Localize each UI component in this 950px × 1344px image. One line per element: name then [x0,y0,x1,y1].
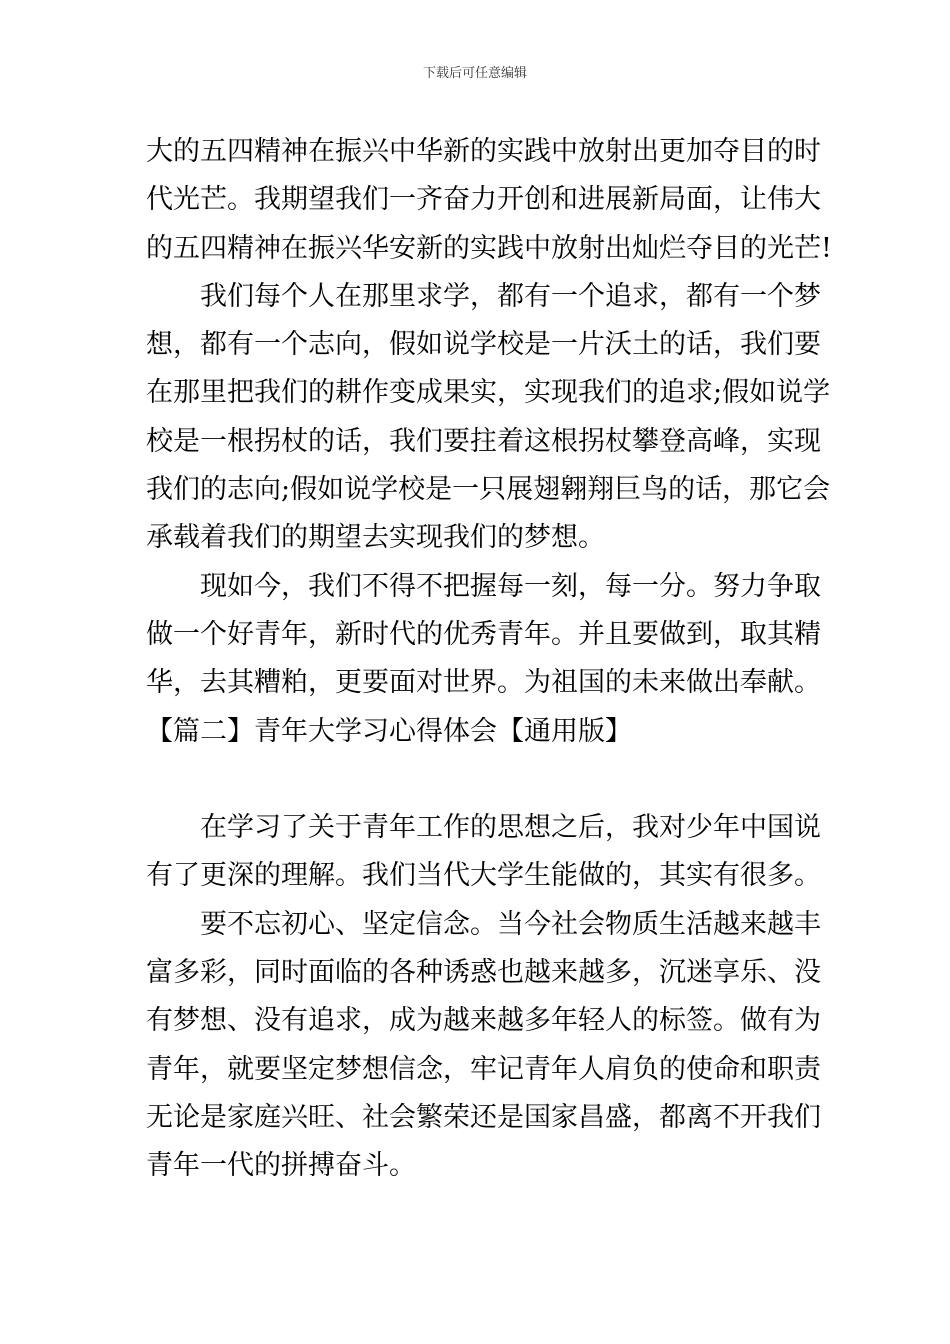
text-line: 富多彩，同时面临的各种诱惑也越来越多，沉迷享乐、没 [146,957,821,989]
document-body [146,128,832,1191]
paragraph [146,128,832,273]
section-heading [146,708,808,756]
text-line: 我们每个人在那里求学，都有一个追求，都有一个梦 [200,280,821,312]
text-line: 华，去其糟粕，更要面对世界。为祖国的未来做出奉献。 [146,667,821,699]
paragraph [146,901,821,1191]
text-line: 校是一根拐杖的话，我们要拄着这根拐杖攀登高峰，实现 [146,425,821,457]
text-line: 在那里把我们的耕作变成果实，实现我们的追求;假如说学 [146,377,831,409]
spacer [146,756,808,804]
text-line: 要不忘初心、坚定信念。当今社会物质生活越来越丰 [200,908,821,940]
text-line: 有梦想、没有追求，成为越来越多年轻人的标签。做有为 [146,1005,821,1037]
text-line: 现如今，我们不得不把握每一刻，每一分。努力争取 [200,570,821,602]
text-line: 大的五四精神在振兴中华新的实践中放射出更加夺目的时 [146,136,821,167]
section-title: 【篇二】青年大学习心得体会【通用版】 [146,715,632,747]
text-line: 在学习了关于青年工作的思想之后，我对少年中国说 [200,812,821,844]
paragraph [146,804,821,901]
text-line: 代光芒。我期望我们一齐奋力开创和进展新局面，让伟大 [146,184,821,216]
text-line: 青年，就要坚定梦想信念，牢记青年人肩负的使命和职责 [146,1053,821,1085]
text-line: 青年一代的拼搏奋斗。 [146,1150,416,1182]
text-line: 的五四精神在振兴华安新的实践中放射出灿烂夺目的光芒! [146,232,832,264]
text-line: 无论是家庭兴旺、社会繁荣还是国家昌盛，都离不开我们 [146,1101,821,1133]
text-line: 有了更深的理解。我们当代大学生能做的，其实有很多。 [146,860,821,892]
paragraph [146,563,821,708]
text-line: 承载着我们的期望去实现我们的梦想。 [146,522,605,554]
page-header: 下载后可任意编辑 [422,66,527,81]
text-line: 做一个好青年，新时代的优秀青年。并且要做到，取其精 [146,618,821,650]
text-line: 想，都有一个志向，假如说学校是一片沃土的话，我们要 [146,329,821,361]
paragraph [146,273,831,563]
text-line: 我们的志向;假如说学校是一只展翅翱翔巨鸟的话，那它会 [146,474,831,506]
